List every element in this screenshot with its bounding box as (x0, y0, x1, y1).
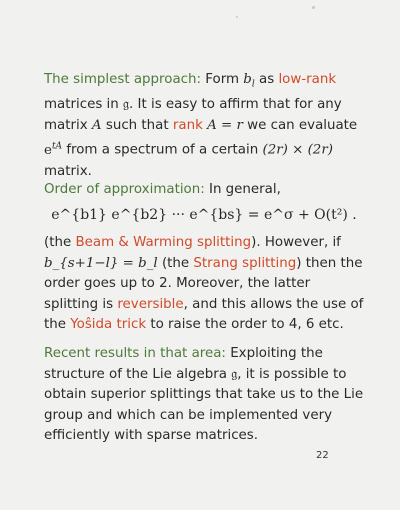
text: such that (101, 117, 173, 133)
math-lie-algebra: 𝔤 (123, 97, 129, 113)
text: (the (157, 255, 194, 271)
paragraph-recent-results (44, 344, 364, 447)
term-yosida-trick: Yoŝida trick (70, 317, 147, 333)
math-symmetry-condition: b_{s+1−l} = b_l (44, 255, 158, 271)
text: Form (201, 72, 244, 87)
text: matrix. (44, 163, 92, 179)
math-exp-tA: $e^{tA}$ (44, 141, 63, 158)
text: Exploiting the structure of the Lie algebra (44, 346, 323, 382)
text: In general, (204, 182, 281, 197)
math-b-l: $b_l$ (243, 72, 255, 90)
text: matrices in (44, 97, 124, 113)
text: we can evaluate (242, 117, 358, 133)
heading-simplest-approach: The simplest approach: (44, 72, 202, 87)
text: , and this allows the use of the (44, 296, 364, 333)
paragraph-order-body (44, 233, 364, 336)
heading-recent-results: Recent results in that area: (44, 346, 226, 361)
text: from a spectrum of a certain (62, 142, 263, 158)
paper-speck (312, 6, 315, 9)
page-number: 22 (316, 450, 329, 461)
text: , it is possible to obtain superior splittings that take us to the Lie group and which can be implemented very efficiently with sparse matrices. (44, 366, 364, 444)
text: to raise the order to 4, 6 etc. (146, 317, 344, 333)
text: ) then the order goes up to 2. Moreover, the latter splitting is (44, 255, 363, 312)
paragraph-simplest-approach (44, 70, 364, 182)
text: . It is easy to affirm that for any matrix (44, 97, 342, 133)
text: (the (44, 235, 76, 250)
equation-text: e^{b1} e^{b2} ··· e^{bs} = e^σ + O(t²) . (51, 207, 357, 223)
equation-splitting (44, 207, 364, 223)
math-matrix-size: (2r) × (2r) (262, 142, 333, 158)
heading-order-of-approximation: Order of approximation: (44, 182, 205, 197)
term-low-rank: low-rank (278, 72, 337, 87)
term-beam-warming: Beam & Warming splitting (75, 235, 252, 250)
text: ). However, if (251, 235, 341, 250)
term-reversible: reversible (117, 296, 184, 312)
text: as (254, 72, 279, 87)
paper-speck (236, 16, 238, 18)
paragraph-order-heading (44, 180, 364, 201)
math-A: A (91, 117, 102, 133)
term-strang: Strang splitting (193, 255, 297, 271)
math-rank-expr: A = r (202, 117, 243, 133)
math-lie-algebra: 𝔤 (231, 366, 238, 382)
term-rank: rank (172, 117, 203, 133)
